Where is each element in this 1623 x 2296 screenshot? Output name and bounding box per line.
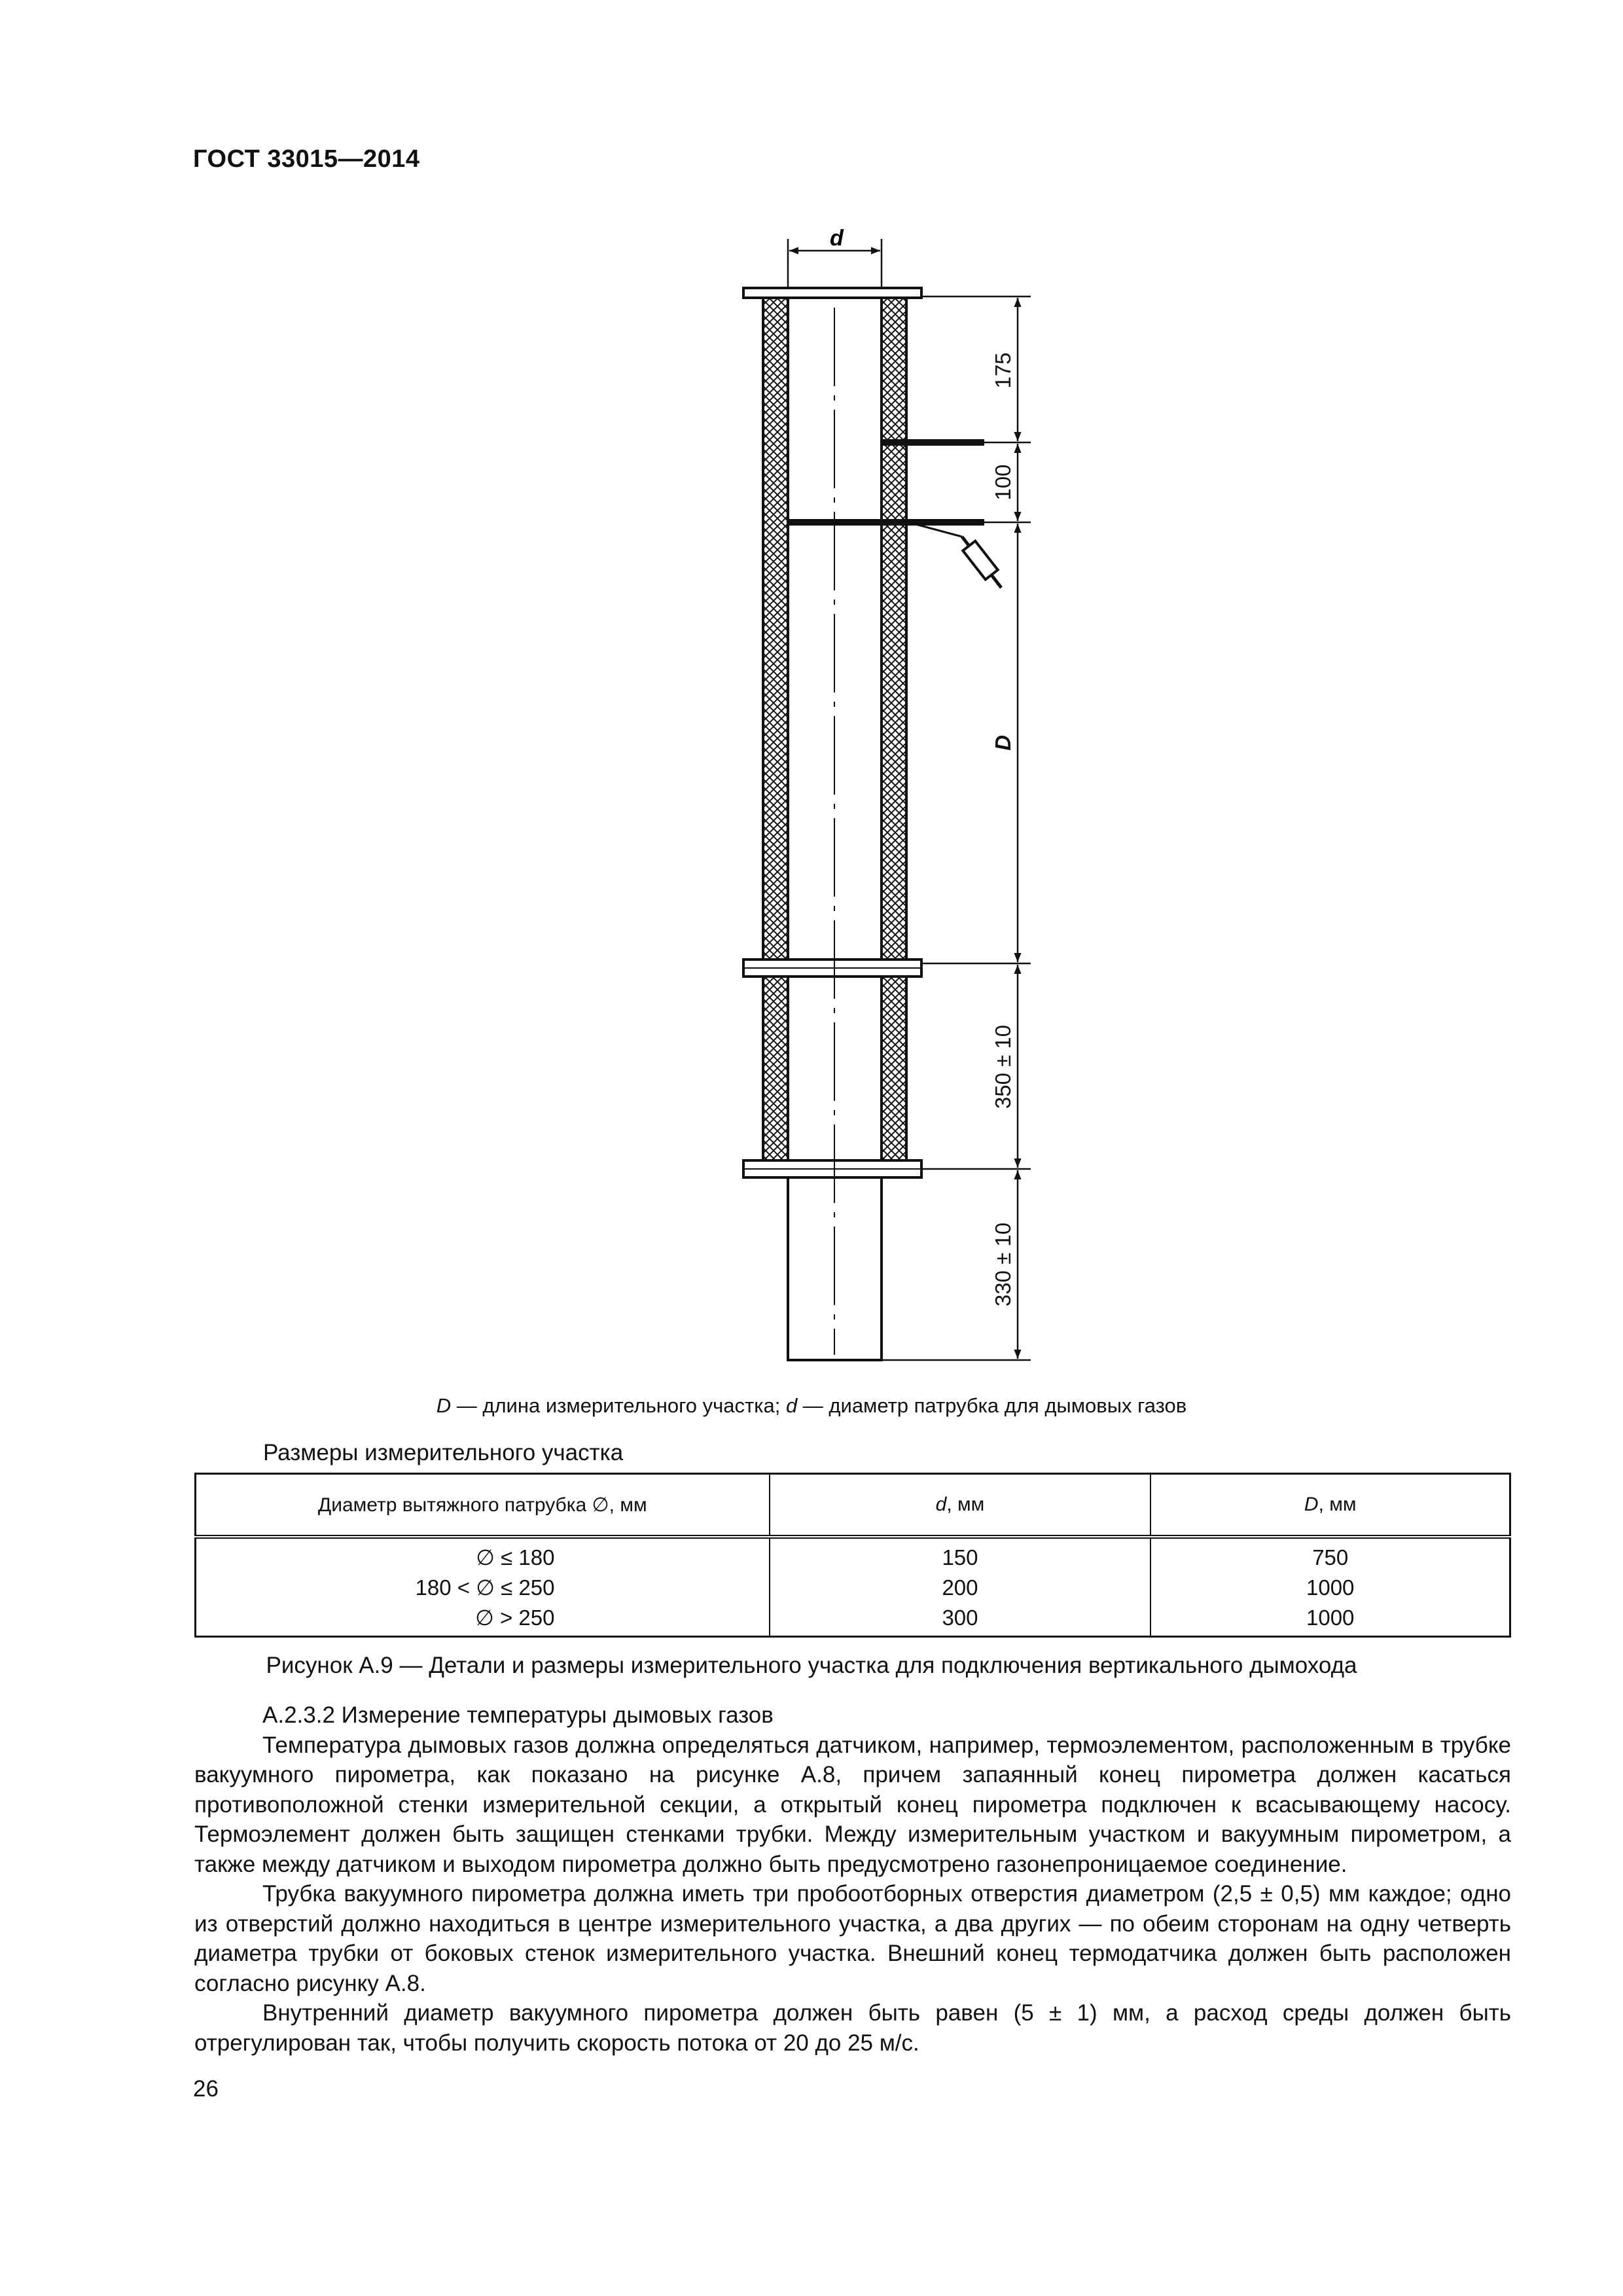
right-wall-upper xyxy=(882,298,906,960)
dim-175-label: 175 xyxy=(991,352,1015,389)
legend-d-symbol: d xyxy=(785,1394,798,1417)
header-diameter: Диаметр вытяжного патрубка ∅, мм xyxy=(196,1474,770,1537)
table-row xyxy=(196,1537,1510,1637)
legend-D-text: — длина измерительного участка; xyxy=(451,1394,786,1417)
D-value: 1000 xyxy=(1306,1575,1355,1600)
document-header: ГОСТ 33015—2014 xyxy=(193,145,420,173)
D-cell xyxy=(1150,1537,1510,1637)
lower-probe xyxy=(788,519,984,526)
header-d xyxy=(770,1474,1151,1537)
section-heading: А.2.3.2 Измерение температуры дымовых газов xyxy=(262,1702,774,1728)
paragraph: Трубка вакуумного пирометра должна иметь три пробоотборных отверстия диаметром (2,5 ± 0,5) мм каждое; одно из отверстий должно находиться в центре измерительного участка, а два других — по обеим сторонам на одну четверть диаметра трубки от боковых стенок измерительного участка. Внешний конец термодатчика должен быть расположен согласно рисунку А.8. xyxy=(194,1881,1511,1996)
left-wall-lower xyxy=(763,977,788,1160)
top-flange xyxy=(743,288,921,298)
d-value: 200 xyxy=(942,1575,978,1600)
thermocouple-body xyxy=(963,541,997,580)
D-value: 750 xyxy=(1312,1545,1349,1570)
header-D-symbol: D xyxy=(1304,1494,1319,1515)
header-D-unit: , мм xyxy=(1318,1494,1357,1515)
paragraph: Внутренний диаметр вакуумного пирометра должен быть равен (5 ± 1) мм, а расход среды должен быть отрегулирован так, чтобы получить скорость потока от 20 до 25 м/с. xyxy=(194,2000,1511,2056)
left-wall-upper xyxy=(763,298,788,960)
diameter-value: ∅ ≤ 180 xyxy=(476,1545,555,1570)
page-number: 26 xyxy=(193,2076,219,2102)
dim-D-label: D xyxy=(991,735,1015,751)
paragraph: Температура дымовых газов должна определяться датчиком, например, термоэлементом, расположенным в трубке вакуумного пирометра, как показано на рисунке А.8, причем запаянный конец пирометра должен касаться противоположной стенки измерительной секции, а открытый конец пирометра подключен к всасывающему насосу. Термоэлемент должен быть защищен стенками трубки. Между измерительным участком и вакуумным пирометром, а также между датчиком и выходом пирометра должно быть предусмотрено газонепроницаемое соединение. xyxy=(194,1732,1511,1877)
dimensions-table xyxy=(194,1473,1511,1638)
header-d-unit: , мм xyxy=(946,1494,985,1515)
header-D xyxy=(1150,1474,1510,1537)
d-dimension xyxy=(788,226,882,288)
d-label: d xyxy=(830,226,844,251)
diameter-value: 180 < ∅ ≤ 250 xyxy=(415,1575,555,1600)
d-value: 150 xyxy=(942,1545,978,1570)
table-header-row xyxy=(196,1474,1510,1537)
diameter-cell xyxy=(196,1537,770,1637)
right-wall-lower xyxy=(882,977,906,1160)
legend-d-text: — диаметр патрубка для дымовых газов xyxy=(797,1394,1187,1417)
legend-D-symbol: D xyxy=(436,1394,452,1417)
dim-100-label: 100 xyxy=(991,464,1015,501)
table-title: Размеры измерительного участка xyxy=(263,1440,624,1465)
dim-350-label: 350 ± 10 xyxy=(991,1024,1015,1109)
d-cell xyxy=(770,1537,1151,1637)
upper-probe xyxy=(882,439,984,446)
D-value: 1000 xyxy=(1306,1605,1355,1630)
dim-330-label: 330 ± 10 xyxy=(991,1222,1015,1307)
figure-title: Рисунок А.9 — Детали и размеры измерительного участка для подключения вертикального дымохода xyxy=(266,1653,1357,1678)
figure-legend xyxy=(0,1394,1623,1418)
header-d-symbol: d xyxy=(935,1494,947,1515)
d-value: 300 xyxy=(942,1605,978,1630)
diameter-value: ∅ > 250 xyxy=(475,1605,555,1630)
section-body xyxy=(194,1700,1511,2058)
